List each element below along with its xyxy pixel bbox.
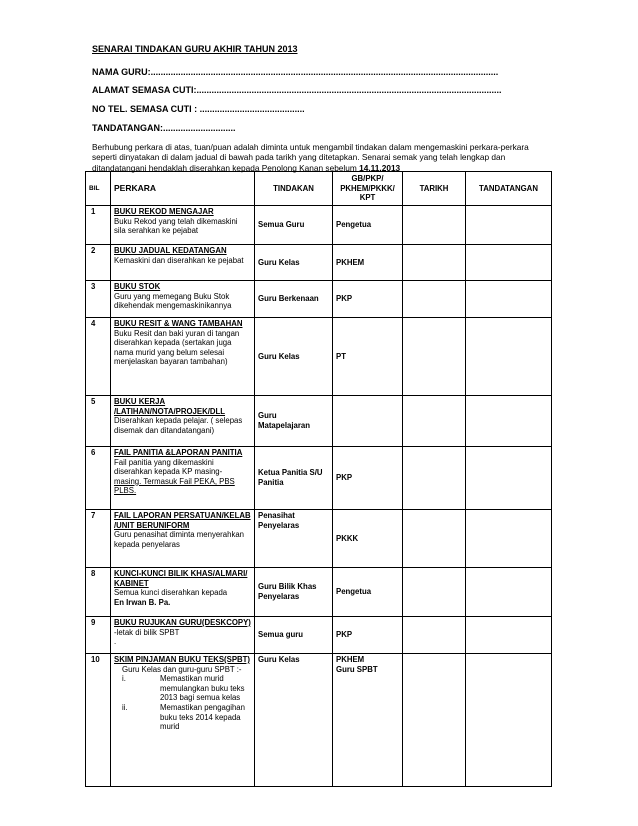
tandatangan-cell[interactable]: [466, 568, 552, 617]
tindakan-cell: Semua Guru: [255, 206, 333, 245]
col-bil: BIL: [86, 172, 111, 206]
tindakan-cell: Guru Matapelajaran: [255, 396, 333, 447]
gb-cell: [333, 396, 403, 447]
item-description: Guru yang memegang Buku Stok dikehendak mengemaskinikannya: [114, 291, 232, 311]
row-number: 10: [86, 654, 111, 787]
gb-cell: PKP: [333, 281, 403, 318]
nama-guru-field: NAMA GURU:...........................................................................................................................................: [92, 67, 499, 77]
row-number: 5: [86, 396, 111, 447]
table-row: [86, 396, 552, 447]
item-title: SKIM PINJAMAN BUKU TEKS(SPBT): [114, 655, 251, 664]
tandatangan-cell[interactable]: [466, 281, 552, 318]
tindakan-cell: Penasihat Penyelaras: [255, 510, 333, 568]
tandatangan-cell[interactable]: [466, 447, 552, 510]
row-number: 6: [86, 447, 111, 510]
gb-line-2: Guru SPBT: [336, 664, 378, 674]
item-description: Buku Resit dan baki yuran di tangan diserahkan kepada (sertakan juga nama murid yang belum selesai menjelaskan bayaran tambahan): [114, 328, 240, 367]
perkara-cell: [111, 510, 255, 568]
item-description: -letak di bilik SPBT: [114, 627, 180, 637]
table-header-row: [86, 172, 552, 206]
row-number: 4: [86, 318, 111, 396]
tindakan-cell: Guru Kelas: [255, 318, 333, 396]
col-tindakan: TINDAKAN: [255, 172, 333, 206]
table-row: [86, 447, 552, 510]
tindakan-cell: Guru Bilik Khas Penyelaras: [255, 568, 333, 617]
document-title: SENARAI TINDAKAN GURU AKHIR TAHUN 2013: [92, 44, 298, 54]
item-description: Diserahkan kepada pelajar. ( selepas disemak dan ditandatangani): [114, 416, 243, 435]
tandatangan-cell[interactable]: [466, 396, 552, 447]
item-title: BUKU STOK: [114, 282, 161, 291]
item-description-underlined: masing. Termasuk Fail PEKA, PBS PLBS.: [114, 476, 235, 496]
item-description-bold: En Irwan B. Pa.: [114, 597, 171, 607]
item-title: BUKU RUJUKAN GURU(DESKCOPY): [114, 618, 251, 627]
item-description-extra: .: [114, 637, 117, 647]
perkara-cell: [111, 447, 255, 510]
tindakan-cell: Semua guru: [255, 617, 333, 654]
item-description: Buku Rekod yang telah dikemaskini sila serahkan ke pejabat: [114, 216, 238, 236]
tandatangan-cell[interactable]: [466, 245, 552, 281]
checklist-table: [85, 171, 552, 787]
gb-cell: PKP: [333, 617, 403, 654]
row-number: 9: [86, 617, 111, 654]
item-description: Guru penasihat diminta menyerahkan kepada penyelaras: [114, 530, 245, 549]
col-perkara: PERKARA: [111, 172, 255, 206]
perkara-cell: [111, 568, 255, 617]
perkara-cell: [111, 318, 255, 396]
intro-text: Berhubung perkara di atas, tuan/puan adalah diminta untuk mengambil tindakan dalam mengemaskini perkara-perkara seperti dinyatakan di dalam jadual di bawah pada tarikh yang ditetapkan. Senarai semak yang telah lengkap dan ditandatangani hendaklah diserahkan kepada Penolong Kanan sebelum: [92, 142, 529, 173]
col-gb-pkp: GB/PKP/ PKHEM/PKKK/ KPT: [333, 172, 403, 206]
perkara-cell: [111, 206, 255, 245]
tindakan-cell: Guru Kelas: [255, 245, 333, 281]
list-number: i.: [122, 674, 126, 684]
list-item: [114, 703, 251, 732]
gb-cell: PKKK: [333, 510, 403, 568]
item-title: BUKU REKOD MENGAJAR: [114, 207, 214, 216]
item-description: Guru Kelas dan guru-guru SPBT :-: [122, 664, 242, 674]
row-number: 8: [86, 568, 111, 617]
intro-paragraph: [92, 142, 547, 173]
tarikh-cell[interactable]: [403, 245, 466, 281]
list-text: Memastikan pengagihan buku teks 2014 kepada murid: [160, 702, 245, 732]
row-number: 1: [86, 206, 111, 245]
list-text: Memastikan murid memulangkan buku teks 2013 bagi semua kelas: [160, 674, 245, 703]
item-title: FAIL LAPORAN PERSATUAN/KELAB /UNIT BERUNIFORM: [114, 511, 251, 530]
item-title: BUKU KERJA /LATIHAN/NOTA/PROJEK/DLL: [114, 397, 226, 416]
tarikh-cell[interactable]: [403, 206, 466, 245]
tindakan-cell: Guru Kelas: [255, 654, 333, 787]
row-number: 3: [86, 281, 111, 318]
gb-cell: PKHEM: [333, 245, 403, 281]
perkara-cell: [111, 396, 255, 447]
list-number: ii.: [122, 702, 128, 712]
tarikh-cell[interactable]: [403, 281, 466, 318]
perkara-cell: [111, 245, 255, 281]
col-tandatangan: TANDATANGAN: [466, 172, 552, 206]
tandatangan-cell[interactable]: [466, 206, 552, 245]
tarikh-cell[interactable]: [403, 510, 466, 568]
gb-cell: Pengetua: [333, 568, 403, 617]
row-number: 7: [86, 510, 111, 568]
table-row: [86, 654, 552, 787]
tandatangan-cell[interactable]: [466, 617, 552, 654]
table-row: [86, 318, 552, 396]
tarikh-cell[interactable]: [403, 318, 466, 396]
tandatangan-cell[interactable]: [466, 654, 552, 787]
perkara-cell: [111, 654, 255, 787]
item-title: KUNCI-KUNCI BILIK KHAS/ALMARI/ KABINET: [114, 569, 248, 588]
tarikh-cell[interactable]: [403, 396, 466, 447]
col-tarikh: TARIKH: [403, 172, 466, 206]
gb-cell: PT: [333, 318, 403, 396]
due-date: 14.11.2013: [359, 162, 401, 173]
tindakan-cell: Guru Berkenaan: [255, 281, 333, 318]
alamat-cuti-field: ALAMAT SEMASA CUTI:..........................................................................................................................: [92, 85, 502, 95]
tarikh-cell[interactable]: [403, 568, 466, 617]
no-tel-field: NO TEL. SEMASA CUTI : ..........................................: [92, 104, 305, 114]
tindakan-cell: Ketua Panitia S/U Panitia: [255, 447, 333, 510]
tarikh-cell[interactable]: [403, 617, 466, 654]
list-item: [114, 674, 251, 703]
tandatangan-cell[interactable]: [466, 318, 552, 396]
table-row: [86, 510, 552, 568]
item-title: BUKU JADUAL KEDATANGAN: [114, 246, 227, 255]
item-description: Fail panitia yang dikemaskini diserahkan kepada KP masing-: [114, 457, 223, 477]
row-number: 2: [86, 245, 111, 281]
gb-cell: PKP: [333, 447, 403, 510]
item-description: Semua kunci diserahkan kepada: [114, 588, 228, 598]
gb-cell: [333, 654, 403, 787]
perkara-cell: [111, 281, 255, 318]
table-row: [86, 617, 552, 654]
gb-line-1: PKHEM: [336, 655, 365, 664]
gb-cell: Pengetua: [333, 206, 403, 245]
tarikh-cell[interactable]: [403, 654, 466, 787]
table-row: [86, 568, 552, 617]
tandatangan-field: TANDATANGAN:.............................: [92, 123, 236, 133]
item-title: BUKU RESIT & WANG TAMBAHAN: [114, 319, 243, 328]
table-row: [86, 206, 552, 245]
table-row: [86, 281, 552, 318]
perkara-cell: [111, 617, 255, 654]
tandatangan-cell[interactable]: [466, 510, 552, 568]
item-title: FAIL PANITIA &LAPORAN PANITIA: [114, 448, 243, 457]
tarikh-cell[interactable]: [403, 447, 466, 510]
table-row: [86, 245, 552, 281]
item-description: Kemaskini dan diserahkan ke pejabat: [114, 255, 244, 265]
